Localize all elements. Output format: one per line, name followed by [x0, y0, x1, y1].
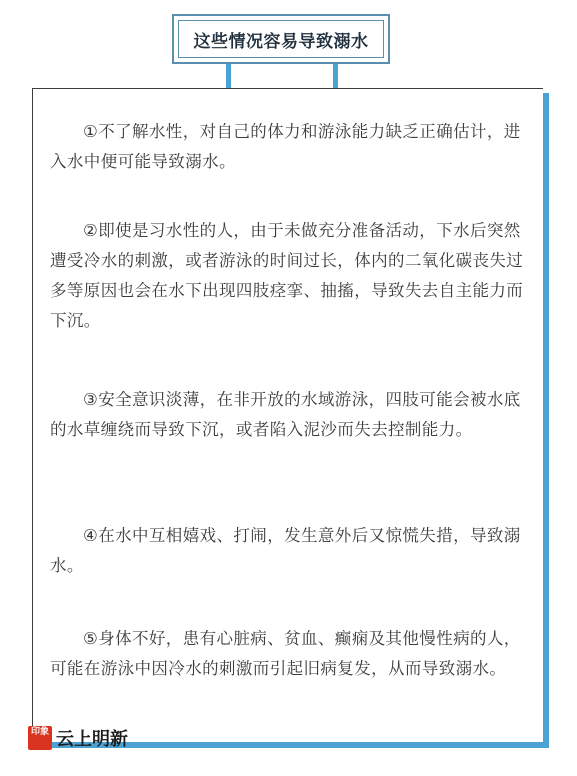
page-title: 这些情况容易导致溺水 — [178, 20, 384, 58]
connector-right — [333, 64, 338, 90]
watermark — [28, 724, 128, 752]
paragraph-3: ③安全意识淡薄，在非开放的水域游泳，四肢可能会被水底的水草缠绕而导致下沉，或者陷入泥沙而失去控制能力。 — [50, 390, 521, 439]
brand-logo-text: 云上明新 — [56, 729, 128, 750]
paragraph-4: ④在水中互相嬉戏、打闹，发生意外后又惊慌失措，导致溺水。 — [50, 526, 521, 575]
title-frame — [172, 14, 390, 64]
connector-left — [226, 64, 231, 90]
paragraph-1: ①不了解水性，对自己的体力和游泳能力缺乏正确估计，进入水中便可能导致溺水。 — [50, 122, 521, 171]
paragraph-2: ②即使是习水性的人，由于未做充分准备活动，下水后突然遭受冷水的刺激，或者游泳的时间过长，体内的二氧化碳丧失过多等原因也会在水下出现四肢痉挛、抽搐，导致失去自主能力而下沉。 — [50, 221, 524, 330]
paragraph-5: ⑤身体不好，患有心脏病、贫血、癫痫及其他慢性病的人，可能在游泳中因冷水的刺激而引起旧病复发，从而导致溺水。 — [50, 629, 521, 678]
seal-logo-icon: 印象 — [28, 726, 52, 750]
